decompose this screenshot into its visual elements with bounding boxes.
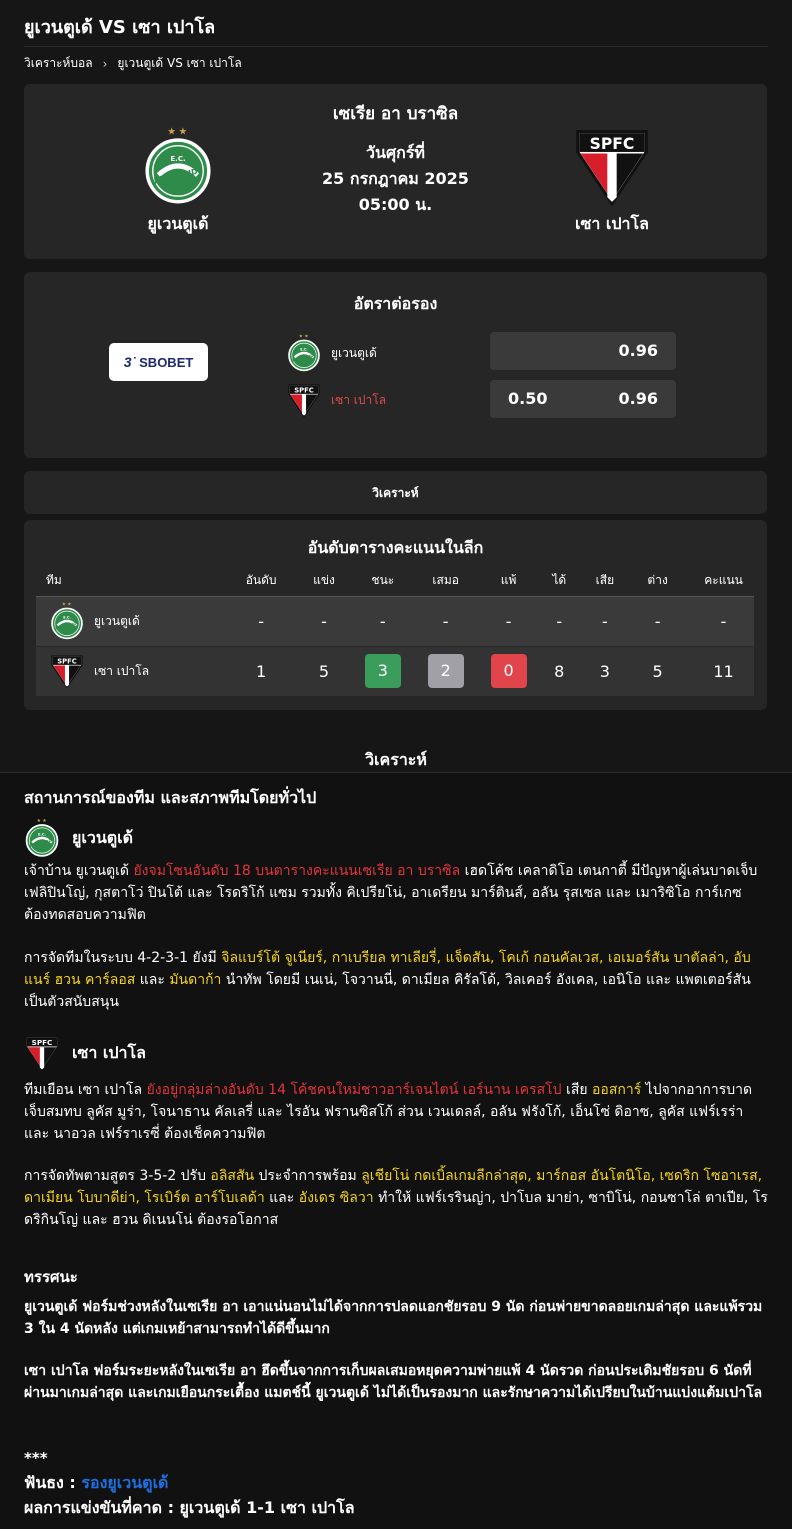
- odds-row-home: [287, 333, 377, 373]
- analysis-heading: วิเคราะห์: [365, 750, 427, 769]
- away-analysis-title: เซา เปาโล: [72, 1042, 146, 1062]
- away-paragraph-2: [24, 1165, 768, 1231]
- match-day: วันศุกร์ที่: [366, 143, 425, 162]
- match-header-card: [24, 84, 767, 259]
- away-analysis-heading: [24, 1034, 146, 1072]
- page-title: ยูเวนตูเด้ VS เซา เปาโล: [24, 17, 216, 38]
- diff-value: -: [622, 596, 693, 646]
- odds-card: [24, 272, 767, 458]
- standings-table: [36, 566, 754, 696]
- played-value: 5: [318, 661, 330, 681]
- highlight-red: ยังจมโซนอันดับ 18 บนตารางคะแนนเซเรีย อา บราซิล: [133, 863, 461, 879]
- text-span: และ: [135, 972, 170, 988]
- spfc-crest-icon: [24, 1034, 60, 1072]
- svg-text:★: ★: [304, 334, 309, 340]
- standings-team-name: ยูเวนตูเด้: [94, 613, 140, 628]
- text-span: ไปจากอาการบาดเจ็บสมทบ ลูคัส มูร่า, โจนาธาน คัลเลรี่ และ ไรอัน ฟรานซิสโก้ ส่วน เวนเดลล์, อลัน ฟรังโก้, เอ็นโซ่ ดิอาซ, ลูคัส แฟร์เรร่า และ นาอวล เฟร์ราเรซี่ ต้องเช็คความฟิต: [24, 1082, 753, 1142]
- sbobet-mark-icon: 3˙: [123, 354, 137, 370]
- sbobet-logo[interactable]: [109, 343, 208, 381]
- bookmaker-name: SBOBET: [139, 354, 194, 370]
- col-diff: ต่าง: [622, 566, 693, 596]
- svg-text:★: ★: [42, 818, 47, 825]
- home-analysis-heading: [24, 818, 133, 858]
- price-home: 0.96: [618, 341, 658, 360]
- highlight-red: ยังอยู่กลุ่มล่างอันดับ 14 โค้ชคนใหม่ชาวอาร์เจนไตน์ เอร์นาน เครสโป: [146, 1082, 562, 1098]
- spfc-crest-icon: [573, 126, 651, 206]
- home-team-name: ยูเวนตูเด้: [147, 214, 209, 233]
- text-span: เฮดโค้ช เคลาดิโอ เตนกาตี้ มีปัญหาผู้เล่นบาดเจ็บ เฟลิปินโญ่, กุสตาโว่ ปินโต้ และ โรดริโก้ แซม รวมทั้ง คิเปรียโน่, อาเดรียน มาร์ตินส์, อลัน รุสเซล และ เมาริซิโอ การ์เกซ ต้องทดสอบความฟิต: [24, 863, 758, 923]
- text-span: การจัดทีมในระบบ 4-2-3-1 ยังมี: [24, 950, 222, 966]
- handicap-away: 0.50: [508, 389, 548, 408]
- view-paragraph-1: ยูเวนตูเด้ ฟอร์มช่วงหลังในเซเรีย อา เอาแน่นอนไม่ได้จากการปลดแอกชัยรอบ 9 นัด ก่อนพ่ายขาดลอยเกมล่าสุด และแพ้รวม 3 ใน 4 นัดหลัง แต่เกมเหย้าสามารถทำได้ดีขึ้นมาก: [24, 1299, 763, 1337]
- lose-badge: 0: [491, 654, 527, 688]
- table-row[interactable]: [36, 646, 754, 696]
- odds-team-away: เซา เปาโล: [331, 392, 387, 407]
- juventude-crest-icon: [24, 818, 60, 858]
- text-span: เสีย: [561, 1082, 593, 1098]
- text-span: การจัดทัพตามสูตร 3-5-2 ปรับ: [24, 1168, 211, 1184]
- odds-row-away: [287, 380, 386, 420]
- draw-badge: 2: [428, 654, 464, 688]
- home-paragraph-2: [24, 947, 768, 1013]
- standings-title: อันดับตารางคะแนนในลีก: [307, 538, 484, 557]
- highlight-yellow: อลิสสัน: [210, 1168, 255, 1184]
- svg-text:★: ★: [67, 602, 72, 608]
- text-span: ประจำการพร้อม: [254, 1168, 362, 1184]
- rank-value: 1: [256, 661, 267, 681]
- match-time: 05:00 น.: [358, 195, 433, 214]
- odds-team-home: ยูเวนตูเด้: [331, 345, 377, 360]
- odds-title: อัตราต่อรอง: [353, 294, 438, 313]
- breadcrumb-current: ยูเวนตูเด้ VS เซา เปาโล: [117, 56, 242, 70]
- col-draw: เสมอ: [405, 566, 486, 596]
- pick-label: ฟันธง :: [24, 1473, 82, 1492]
- ga-value: -: [588, 596, 622, 646]
- col-ga: เสีย: [588, 566, 622, 596]
- text-span: นำทัพ โดยมี เนเน่, โจวานนี่, ดาเมียล คิรัลโด้, วิลเคอร์ อังเคล, เอนิโอ และ แพตเตอร์สัน เป็นตัวสนับสนุน: [24, 972, 751, 1010]
- text-span: ทำให้ แฟร์เรรินญ่า, ปาโบล มาย่า, ซาบิโน่, กอนซาโล่ ตาเปีย, โรดริกินโญ่ และ ฮวน ดิเนนโน่ ต้องรอโอกาส: [24, 1190, 768, 1228]
- table-row[interactable]: [36, 596, 754, 646]
- view-paragraph-2: เซา เปาโล ฟอร์มระยะหลังในเซเรีย อา ฮึดขึ้นจากการเก็บผลเสมอหยุดความพ่ายแพ้ 4 นัดรวด ก่อนประเดิมชัยรอบ 6 นัดที่ผ่านมาเกมล่าสุด และเกมเยือนกระเตื้อง แมตช์นี้ ยูเวนตูเด้ ไม่ได้เป็นรองมาก และรักษาความได้เปรียบในบ้านแบ่งแต้มเปาโล: [24, 1363, 763, 1401]
- standings-card: [24, 520, 767, 710]
- predicted-score: ผลการแข่งขันที่คาด : ยูเวนตูเด้ 1-1 เซา เปาโล: [24, 1498, 355, 1517]
- highlight-yellow: มันดาก้า: [169, 972, 222, 988]
- ga-value: 3: [599, 661, 610, 681]
- col-gf: ได้: [531, 566, 588, 596]
- pick-link[interactable]: รองยูเวนตูเด้: [81, 1473, 169, 1492]
- svg-text:★: ★: [36, 818, 42, 825]
- tab-analysis-label: วิเคราะห์: [372, 486, 419, 500]
- match-date: 25 กรกฎาคม 2025: [322, 169, 469, 188]
- price-away: 0.96: [618, 389, 658, 408]
- separator-stars: ***: [24, 1449, 48, 1467]
- title-divider: [24, 46, 768, 47]
- standings-team-name: เซา เปาโล: [94, 663, 150, 678]
- win-value: -: [361, 596, 406, 646]
- highlight-yellow: ออสการ์: [592, 1082, 642, 1098]
- spfc-crest-icon: [287, 382, 321, 418]
- away-team-name: เซา เปาโล: [575, 214, 649, 233]
- away-team[interactable]: [542, 126, 682, 237]
- pick-line: [24, 1472, 768, 1494]
- tab-analysis[interactable]: [24, 471, 767, 514]
- played-value: -: [288, 596, 361, 646]
- breadcrumb-separator-icon: ›: [102, 56, 108, 71]
- gf-value: 8: [554, 661, 565, 681]
- text-span: ทีมเยือน เซา เปาโล: [24, 1082, 147, 1098]
- svg-text:★: ★: [178, 126, 188, 138]
- gf-value: -: [531, 596, 588, 646]
- col-win: ชนะ: [361, 566, 406, 596]
- svg-text:★: ★: [167, 126, 177, 138]
- standings-header-row: [36, 566, 754, 596]
- highlight-yellow: ลูเชียโน่ กดเบิ้ลเกมลีกล่าสุด, มาร์กอส อันโตนิโอ, เซดริก โซอาเรส, ดาเมียน โบบาดีย่า, โรเบิร์ต อาร์โบเลด้า: [24, 1168, 763, 1206]
- spfc-crest-icon: [50, 653, 84, 689]
- col-team: ทีม: [36, 566, 235, 596]
- rank-value: -: [235, 596, 288, 646]
- breadcrumb-analysis-link[interactable]: วิเคราะห์บอล: [24, 56, 93, 70]
- text-span: เจ้าบ้าน ยูเวนตูเด้: [24, 863, 134, 879]
- col-points: คะแนน: [693, 566, 754, 596]
- home-analysis-title: ยูเวนตูเด้: [72, 827, 134, 847]
- home-paragraph-1: [24, 860, 768, 926]
- col-rank: อันดับ: [235, 566, 288, 596]
- draw-value: -: [405, 596, 486, 646]
- odds-price-away[interactable]: [490, 380, 676, 418]
- situation-heading: สถานการณ์ของทีม และสภาพทีมโดยทั่วไป: [24, 788, 317, 807]
- diff-value: 5: [652, 661, 663, 681]
- juventude-crest-icon: [287, 333, 321, 373]
- col-lose: แพ้: [486, 566, 531, 596]
- away-paragraph-1: [24, 1079, 768, 1145]
- league-name[interactable]: เซเรีย อา บราซิล: [332, 104, 459, 124]
- breadcrumb: [24, 54, 242, 73]
- highlight-yellow: อังเดร ซิลวา: [298, 1190, 374, 1206]
- highlight-yellow: จิลแบร์โต้ จูเนียร์, กาเบรียล ทาเลียรี่, แจ็ดสัน, โคเก้ กอนคัลเวส, เอเมอร์สัน บาตัลล่า, อับแนร์ ฮวน คาร์ลอส: [24, 950, 751, 988]
- points-value: -: [693, 596, 754, 646]
- text-span: และ: [264, 1190, 299, 1206]
- svg-text:★: ★: [298, 334, 304, 340]
- lose-value: -: [486, 596, 531, 646]
- svg-text:★: ★: [61, 602, 67, 608]
- odds-price-home[interactable]: [490, 332, 676, 370]
- col-played: แข่ง: [288, 566, 361, 596]
- win-badge: 3: [365, 654, 401, 688]
- view-heading: ทรรศนะ: [24, 1268, 78, 1286]
- analysis-divider: [0, 772, 792, 773]
- juventude-crest-icon: [50, 601, 84, 641]
- points-value: 11: [713, 661, 734, 681]
